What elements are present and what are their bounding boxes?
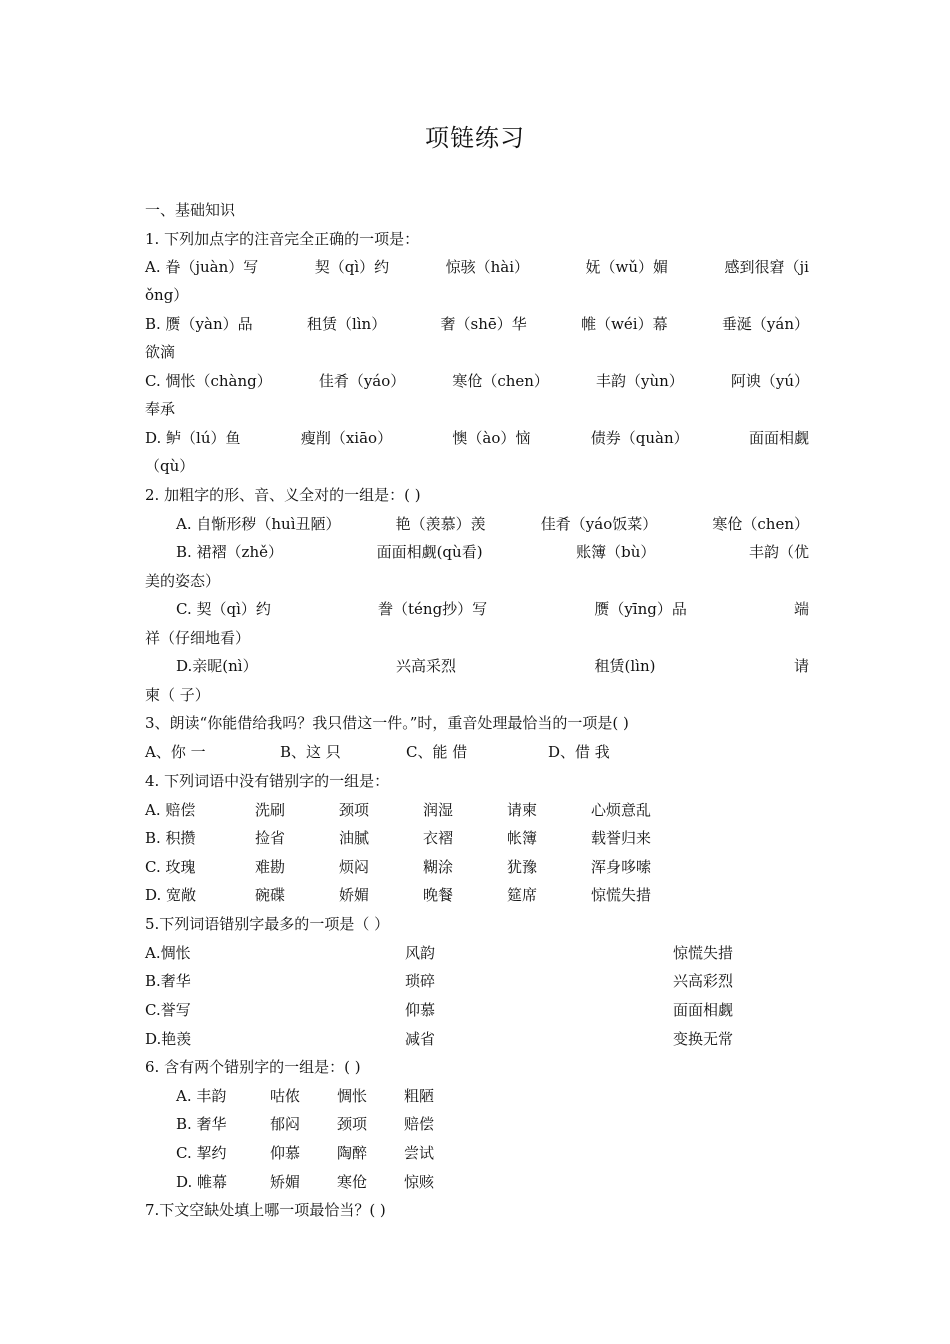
q3-options [145,740,809,764]
q4-word: 晚餐 [423,886,454,904]
q4-stem: 4. 下列词语中没有错别字的一组是： [145,772,390,790]
q4-word: 难勘 [255,858,286,876]
q2-b-item: 面面相觑(qù看) [376,543,483,561]
q4-word: 犹豫 [507,858,538,876]
q6-stem: 6. 含有两个错别字的一组是：( ) [145,1058,361,1076]
q4-word: 帐簿 [507,829,538,847]
q2-option-c-cont: 祥（仔细地看） [145,629,251,647]
q2-b-item: B. 裙褶（zhě） [176,543,283,561]
q6-word: 粗陋 [404,1087,435,1105]
q2-option-a [176,512,809,536]
q5-row [145,1027,809,1051]
q1-d-item: 面面相觑 [748,429,809,447]
q4-word: 烦闷 [339,858,370,876]
q4-word: D. 宽敞 [145,886,197,904]
q6-word: 陶醉 [337,1144,368,1162]
q5-word: 惊慌失措 [673,944,734,962]
q2-a-item: A. 自惭形秽（huì丑陋） [176,515,341,533]
q1-b-item: 垂涎（yán） [721,315,809,333]
q5-row [145,941,809,965]
q5-word: 减省 [405,1030,436,1048]
q4-row [145,826,809,850]
q6-word: 惊赅 [404,1173,435,1191]
q4-word: 请柬 [507,801,538,819]
q4-row [145,798,809,822]
q6-word: A. 丰韵 [176,1087,227,1105]
q5-word: 面面相觑 [673,1001,734,1019]
q5-word: 琐碎 [405,972,436,990]
q2-d-item: 兴高采烈 [396,657,457,675]
q6-row [176,1112,809,1136]
q1-a-item: A. 眷（juàn）写 [145,258,259,276]
q2-c-item: 赝（yīng）品 [594,600,687,618]
q1-a-item: 契（qì）约 [314,258,390,276]
q3-stem: 3、朗读“你能借给我吗？我只借这一件。”时，重音处理最恰当的一项是( ) [145,714,629,732]
q6-row [176,1141,809,1165]
q2-c-item: C. 契（qì）约 [176,600,271,618]
q4-word: 筵席 [507,886,538,904]
q5-word: B.奢华 [145,972,191,990]
q3-option: A、你 一 [145,743,206,761]
q2-d-item: 请 [793,657,809,675]
q6-word: 矫媚 [270,1173,301,1191]
q2-a-item: 寒伧（chen） [712,515,809,533]
q3-option: B、这 只 [280,743,341,761]
q2-option-d [176,654,809,678]
q5-word: D.艳羡 [145,1030,192,1048]
q5-stem: 5.下列词语错别字最多的一项是（ ） [145,915,390,933]
q7-stem: 7.下文空缺处填上哪一项最恰当？( ) [145,1201,386,1219]
q1-option-d-cont: （qù） [145,457,195,475]
q6-word: 寒伧 [337,1173,368,1191]
q1-option-b [145,312,809,336]
q4-word: 心烦意乱 [591,801,652,819]
q3-option: D、借 我 [548,743,610,761]
q6-word: D. 帷幕 [176,1173,228,1191]
q6-word: 尝试 [404,1144,435,1162]
q1-d-item: 债券（quàn） [590,429,689,447]
q4-word: 碗碟 [255,886,286,904]
q4-word: C. 玫瑰 [145,858,196,876]
q4-word: 载誉归来 [591,829,652,847]
q5-word: 风韵 [405,944,436,962]
q1-option-c-cont: 奉承 [145,400,176,418]
q6-row [176,1084,809,1108]
q5-word: A.惆怅 [145,944,191,962]
q6-word: 惆怅 [337,1087,368,1105]
q2-option-b [176,540,809,564]
q4-row [145,883,809,907]
q1-a-item: 妩（wǔ）媚 [585,258,669,276]
q1-d-item: D. 鲈（lú）鱼 [145,429,241,447]
q6-row [176,1170,809,1194]
q1-option-d [145,426,809,450]
q1-d-item: 懊（ào）恼 [452,429,531,447]
q4-row [145,855,809,879]
q1-option-c [145,369,809,393]
q5-word: C.誉写 [145,1001,191,1019]
q1-c-item: 寒伧（chen） [452,372,549,390]
q2-a-item: 艳（羡慕）羡 [395,515,486,533]
q4-word: 衣褶 [423,829,454,847]
q4-word: 油腻 [339,829,370,847]
q2-option-c [176,597,809,621]
q2-b-item: 账簿（bù） [576,543,656,561]
q1-c-item: 佳肴（yáo） [318,372,406,390]
q4-word: B. 积攒 [145,829,196,847]
q4-word: 颈项 [339,801,370,819]
q2-b-item: 丰韵（优 [748,543,809,561]
q1-a-item: 惊骇（hài） [445,258,530,276]
q2-option-b-cont: 美的姿态） [145,572,221,590]
q5-row [145,969,809,993]
q4-word: 浑身哆嗦 [591,858,652,876]
q6-word: 赔偿 [404,1115,435,1133]
q5-word: 仰慕 [405,1001,436,1019]
q1-b-item: 帷（wéi）幕 [581,315,668,333]
q5-word: 变换无常 [673,1030,734,1048]
q1-option-b-cont: 欲滴 [145,343,176,361]
q6-word: 郁闷 [270,1115,301,1133]
q1-c-item: C. 惆怅（chàng） [145,372,272,390]
q6-word: 颈项 [337,1115,368,1133]
q1-a-item: 感到很窘（ji [724,258,809,276]
q2-d-item: D.亲昵(nì） [176,657,258,675]
q4-word: 洗刷 [255,801,286,819]
q2-d-item: 租赁(lìn) [594,657,656,675]
q6-word: B. 奢华 [176,1115,227,1133]
q1-option-a-cont: ǒng） [145,286,189,304]
section-heading: 一、基础知识 [145,201,236,219]
q4-word: 娇媚 [339,886,370,904]
q4-word: A. 赔偿 [145,801,196,819]
q6-word: 咕侬 [270,1087,301,1105]
q2-c-item: 誊（téng抄）写 [378,600,488,618]
q1-option-a [145,255,809,279]
q2-option-d-cont: 柬（ 子） [145,686,210,704]
q4-word: 糊涂 [423,858,454,876]
q5-row [145,998,809,1022]
q1-c-item: 阿谀（yú） [730,372,809,390]
q4-word: 润湿 [423,801,454,819]
q5-word: 兴高彩烈 [673,972,734,990]
q2-c-item: 端 [793,600,809,618]
q1-c-item: 丰韵（yùn） [596,372,684,390]
q6-word: 仰慕 [270,1144,301,1162]
q2-a-item: 佳肴（yáo饭菜） [540,515,658,533]
q6-word: C. 挈约 [176,1144,227,1162]
q2-stem: 2. 加粗字的形、音、义全对的一组是：( ) [145,486,421,504]
q1-stem: 1. 下列加点字的注音完全正确的一项是： [145,230,420,248]
q3-option: C、能 借 [406,743,468,761]
q4-word: 惊慌失措 [591,886,652,904]
q4-word: 捡省 [255,829,286,847]
q1-b-item: B. 赝（yàn）品 [145,315,253,333]
q1-b-item: 奢（shē）华 [440,315,527,333]
q1-b-item: 租赁（lìn） [306,315,387,333]
page-title: 项链练习 [425,124,525,152]
q1-d-item: 瘦削（xiāo） [300,429,393,447]
